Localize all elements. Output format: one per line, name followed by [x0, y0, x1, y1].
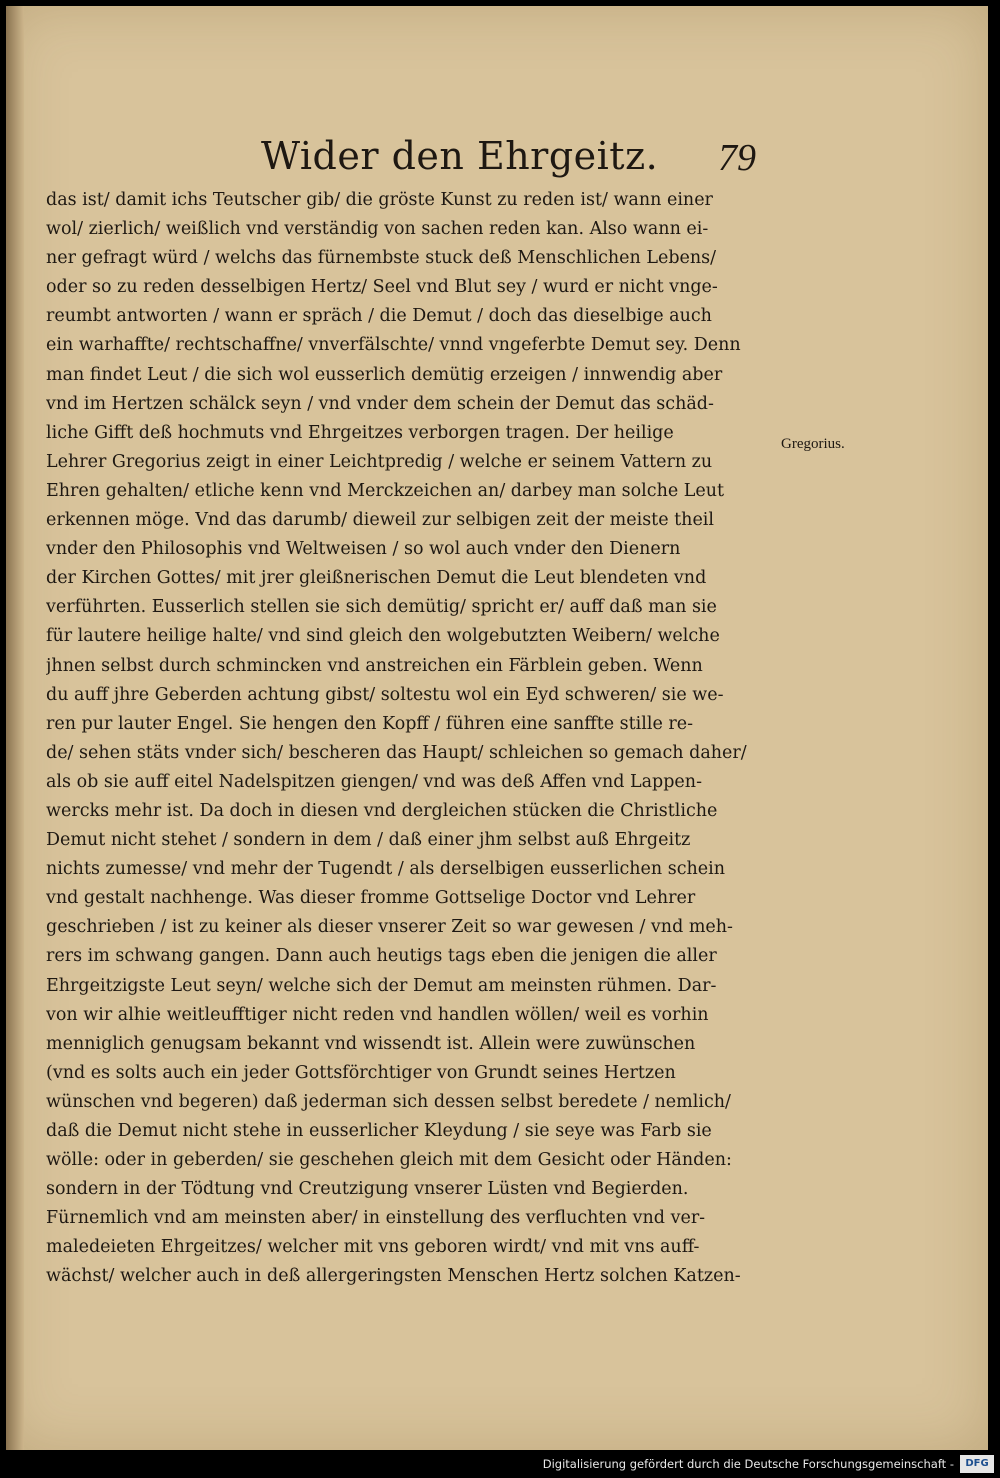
page-gutter [6, 6, 24, 1450]
text-line: Ehrgeitzigste Leut seyn/ welche sich der Demut am meinsten rühmen. Dar- [46, 975, 717, 996]
text-line: der Kirchen Gottes/ mit jrer gleißnerischen Demut die Leut blendeten vnd [46, 568, 707, 589]
text-line: Lehrer Gregorius zeigt in einer Leichtpredig / welche er seinem Vattern zu [46, 451, 713, 472]
dfg-logo: DFG [960, 1455, 994, 1473]
text-line: jhnen selbst durch schmincken vnd anstreichen ein Färblein geben. Wenn [46, 655, 703, 676]
text-line: reumbt antworten / wann er spräch / die Demut / doch das dieselbige auch [46, 306, 712, 327]
text-line: für lautere heilige halte/ vnd sind gleich den wolgebutzten Weibern/ welche [46, 626, 720, 647]
marginal-note: Gregorius. [781, 436, 845, 452]
text-line: ner gefragt würd / welchs das fürnembste stuck deß Menschlichen Lebens/ [46, 248, 717, 269]
text-line: liche Gifft deß hochmuts vnd Ehrgeitzes verborgen tragen. Der heilige [46, 422, 674, 443]
text-line: Ehren gehalten/ etliche kenn vnd Merckzeichen an/ darbey man solche Leut [46, 480, 725, 501]
text-line: wächst/ welcher auch in deß allergeringsten Menschen Hertz solchen Katzen- [46, 1266, 741, 1287]
text-line: verführten. Eusserlich stellen sie sich demütig/ spricht er/ auff daß man sie [46, 597, 717, 618]
text-line: ren pur lauter Engel. Sie hengen den Kopff / führen eine sanffte stille re- [46, 713, 694, 734]
running-title: Wider den Ehrgeitz. [261, 134, 659, 178]
text-line: vnd im Hertzen schälck seyn / vnd vnder dem schein der Demut das schäd- [46, 393, 714, 414]
text-line: daß die Demut nicht stehe in eusserlicher Kleydung / sie seye was Farb sie [46, 1121, 712, 1141]
text-line: geschrieben / ist zu keiner als dieser vnserer Zeit so war gewesen / vnd meh- [46, 917, 733, 938]
text-line: wünschen vnd begeren) daß jederman sich dessen selbst beredete / nemlich/ [46, 1091, 731, 1112]
text-line: erkennen möge. Vnd das darumb/ dieweil zur selbigen zeit der meiste theil [46, 510, 714, 531]
page-header [6, 134, 988, 182]
body-text [46, 186, 776, 1292]
text-line: vnder den Philosophis vnd Weltweisen / so wol auch vnder den Dienern [46, 539, 681, 560]
text-line: Demut nicht stehet / sondern in dem / daß einer jhm selbst auß Ehrgeitz [46, 830, 691, 851]
text-line: oder so zu reden desselbigen Hertz/ Seel vnd Blut sey / wurd er nicht vnge- [46, 277, 718, 298]
text-line: menniglich genugsam bekannt vnd wissendt ist. Allein were zuwünschen [46, 1033, 696, 1054]
text-line: de/ sehen stäts vnder sich/ bescheren das Haupt/ schleichen so gemach daher/ [46, 742, 747, 763]
text-line: vnd gestalt nachhenge. Was dieser fromme Gottselige Doctor vnd Lehrer [46, 888, 696, 909]
text-line: maledeieten Ehrgeitzes/ welcher mit vns geboren wirdt/ vnd mit vns auff- [46, 1237, 700, 1258]
text-line: ein warhaffte/ rechtschaffne/ vnverfälschte/ vnnd vngeferbte Demut sey. Denn [46, 335, 741, 356]
text-line: als ob sie auff eitel Nadelspitzen giengen/ vnd was deß Affen vnd Lappen- [46, 771, 702, 792]
text-line: man findet Leut / die sich wol eusserlich demütig erzeigen / innwendig aber [46, 364, 723, 385]
text-line: nichts zumesse/ vnd mehr der Tugendt / als derselbigen eusserlichen schein [46, 859, 725, 880]
text-line: wercks mehr ist. Da doch in diesen vnd dergleichen stücken die Christliche [46, 800, 718, 821]
text-line: sondern in der Tödtung vnd Creutzigung vnserer Lüsten vnd Begierden. [46, 1179, 689, 1200]
text-line: rers im schwang gangen. Dann auch heutigs tags eben die jenigen die aller [46, 946, 717, 967]
text-line: von wir alhie weitleufftiger nicht reden vnd handlen wöllen/ weil es vorhin [46, 1004, 709, 1025]
text-line: du auff jhre Geberden achtung gibst/ soltestu wol ein Eyd schweren/ sie we- [46, 684, 724, 705]
book-page [6, 6, 988, 1450]
text-line: wol/ zierlich/ weißlich vnd verständig von sachen reden kan. Also wann ei- [46, 219, 709, 240]
page-number: 79 [718, 137, 756, 179]
text-line: das ist/ damit ichs Teutscher gib/ die gröste Kunst zu reden ist/ wann einer [46, 190, 713, 210]
text-line: Fürnemlich vnd am meinsten aber/ in einstellung des verfluchten vnd ver- [46, 1208, 706, 1229]
funding-notice: Digitalisierung gefördert durch die Deutsche Forschungsgemeinschaft - [542, 1457, 954, 1471]
text-line: wölle: oder in geberden/ sie geschehen gleich mit dem Gesicht oder Händen: [46, 1150, 732, 1171]
text-line: (vnd es solts auch ein jeder Gottsförchtiger von Grundt seines Hertzen [46, 1062, 676, 1083]
footer-bar [0, 1452, 1000, 1478]
